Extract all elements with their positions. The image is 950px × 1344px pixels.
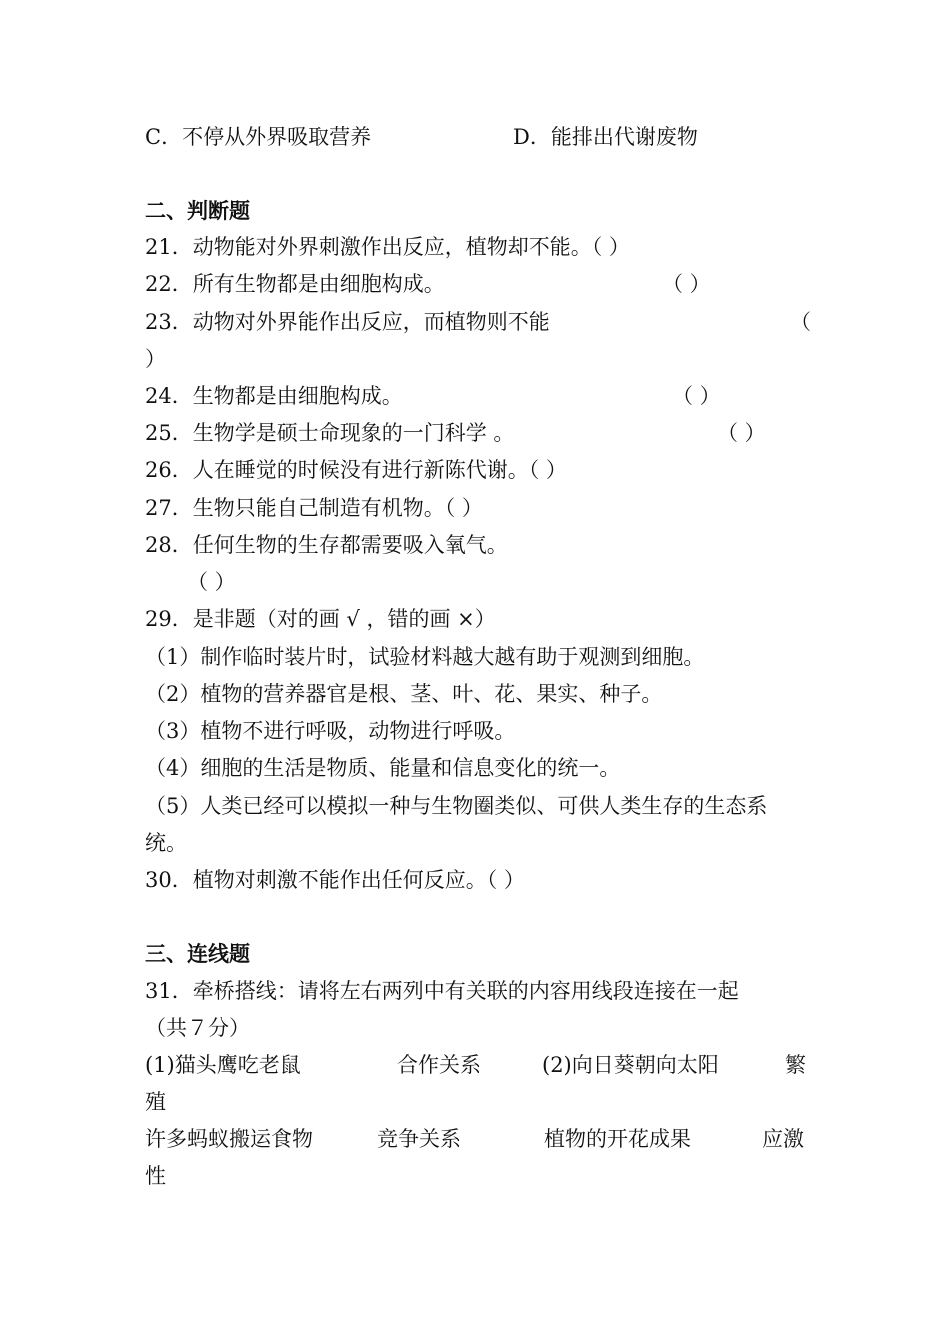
match-row-1-right: 繁 [785, 1053, 806, 1077]
match-row-2-right-wrap: 性 [145, 1164, 166, 1188]
match-row-1-middle: 合作关系 [397, 1053, 481, 1077]
question-25-blank: （ ） [717, 421, 766, 445]
question-22: 22．所有生物都是由细胞构成。 [145, 272, 445, 296]
question-30: 30．植物对刺激不能作出任何反应。（ ） [145, 868, 525, 892]
question-23: 23．动物对外界能作出反应，而植物则不能 [145, 310, 550, 334]
match-row-2-left-2: 植物的开花成果 [544, 1127, 691, 1151]
question-27: 27．生物只能自己制造有机物。（ ） [145, 496, 483, 520]
question-21: 21．动物能对外界刺激作出反应，植物却不能。（ ） [145, 235, 630, 259]
question-29-item-1: （1）制作临时装片时，试验材料越大越有助于观测到细胞。 [145, 645, 705, 669]
match-row-1-right-wrap: 殖 [145, 1090, 166, 1114]
option-d: D．能排出代谢废物 [513, 125, 698, 149]
section-matching-heading: 三、连线题 [145, 941, 250, 966]
question-31-stem: 31．牵桥搭线：请将左右两列中有关联的内容用线段连接在一起 [145, 979, 739, 1003]
section-judgment-heading: 二、判断题 [145, 198, 250, 223]
question-28-blank: （ ） [187, 570, 236, 594]
question-29-item-5-wrap: 统。 [145, 831, 187, 855]
match-row-2-left: 许多蚂蚁搬运食物 [145, 1127, 313, 1151]
match-row-1-left-2: (2)向日葵朝向太阳 [542, 1053, 719, 1077]
question-28: 28．任何生物的生存都需要吸入氧气。 [145, 533, 508, 557]
option-c: C．不停从外界吸取营养 [145, 125, 372, 149]
question-23-blank-open: （ [790, 310, 811, 334]
question-31-score: （共７分） [145, 1016, 250, 1040]
question-29-item-5: （5）人类已经可以模拟一种与生物圈类似、可供人类生存的生态系 [145, 794, 768, 818]
question-26: 26．人在睡觉的时候没有进行新陈代谢。（ ） [145, 458, 567, 482]
question-29-item-4: （4）细胞的生活是物质、能量和信息变化的统一。 [145, 756, 621, 780]
question-22-blank: （ ） [662, 272, 711, 296]
question-23-blank-close: ） [145, 347, 166, 371]
question-29-item-2: （2）植物的营养器官是根、茎、叶、花、果实、种子。 [145, 682, 663, 706]
match-row-1-left: (1)猫头鹰吃老鼠 [145, 1053, 301, 1077]
question-24-blank: （ ） [672, 384, 721, 408]
match-row-2-middle: 竞争关系 [377, 1127, 461, 1151]
match-row-2-right: 应激 [762, 1127, 804, 1151]
question-25: 25．生物学是硕士命现象的一门科学 。 [145, 421, 515, 445]
question-24: 24．生物都是由细胞构成。 [145, 384, 403, 408]
question-29-item-3: （3）植物不进行呼吸，动物进行呼吸。 [145, 719, 516, 743]
question-29-stem: 29．是非题（对的画 √ ，错的画 ×） [145, 607, 496, 631]
